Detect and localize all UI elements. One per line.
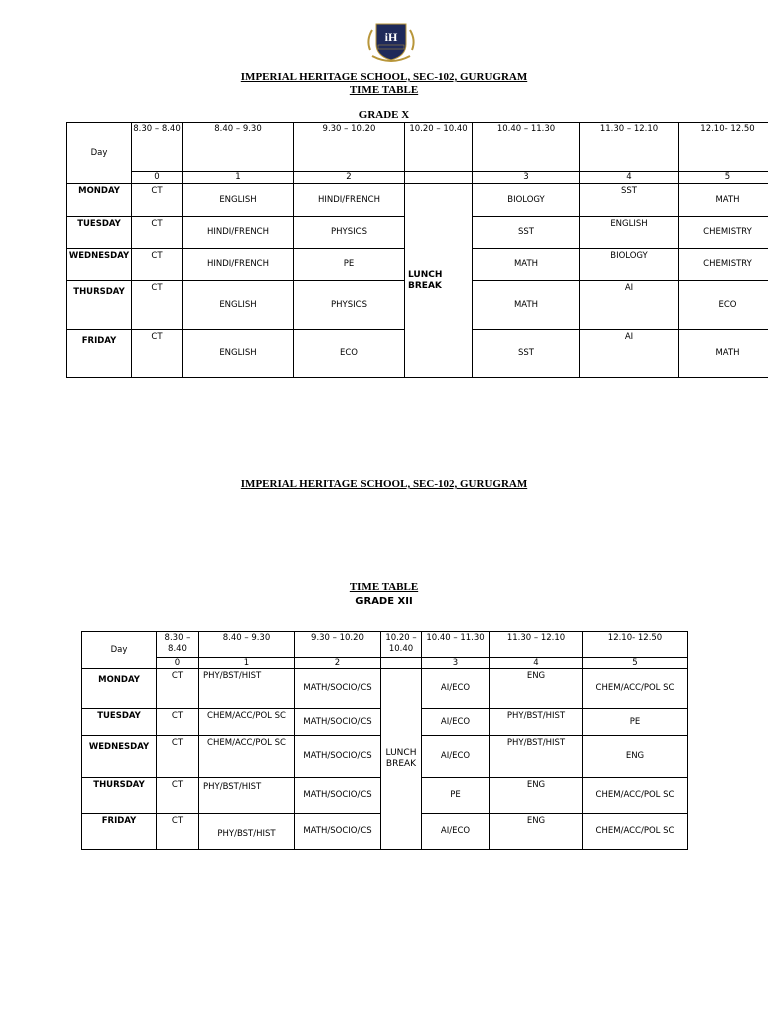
period-number [405,172,473,184]
period-number: 1 [183,172,294,184]
schedule-cell: MATH/SOCIO/CS [295,669,381,709]
schedule-cell: ENG [583,736,688,778]
schedule-cell: ENG [490,778,583,814]
schedule-cell: MATH/SOCIO/CS [295,778,381,814]
schedule-cell: CT [132,184,183,217]
time-header: 10.40 – 11.30 [422,632,490,658]
schedule-cell: ENGLISH [183,281,294,330]
table-row [82,669,688,709]
day-label: THURSDAY [67,281,132,330]
schedule-cell: ECO [679,281,768,330]
schedule-cell: MATH/SOCIO/CS [295,736,381,778]
day-label: WEDNESDAY [82,736,157,778]
schedule-cell: CHEMISTRY [679,249,768,281]
schedule-cell: CHEM/ACC/POL SC [583,778,688,814]
schedule-cell: BIOLOGY [580,249,679,281]
school-crest-icon [364,20,418,66]
schedule-cell: ECO [294,330,405,378]
schedule-cell: MATH [679,184,768,217]
schedule-cell: SST [473,330,580,378]
schedule-cell: AI/ECO [422,736,490,778]
period-number: 3 [422,658,490,669]
schedule-cell: ENGLISH [183,330,294,378]
school-name-2: IMPERIAL HERITAGE SCHOOL, SEC-102, GURUGRAM [240,478,528,490]
schedule-cell: CT [157,709,199,736]
schedule-cell: SST [580,184,679,217]
time-header: 11.30 – 12.10 [490,632,583,658]
schedule-cell: CT [157,778,199,814]
time-header: 8.40 – 9.30 [199,632,295,658]
schedule-cell: CT [132,217,183,249]
time-header: 8.30 – 8.40 [132,123,183,172]
schedule-cell: CT [157,814,199,850]
time-header: 9.30 – 10.20 [295,632,381,658]
period-number: 3 [473,172,580,184]
period-number: 5 [679,172,768,184]
schedule-cell: PHY/BST/HIST [199,669,295,709]
time-header: 10.40 – 11.30 [473,123,580,172]
schedule-cell: CHEMISTRY [679,217,768,249]
schedule-cell: PE [422,778,490,814]
table-row [67,184,768,217]
lunch-break: LUNCH BREAK [405,184,473,378]
schedule-cell: PE [583,709,688,736]
day-header: Day [67,123,132,184]
day-label: WEDNESDAY [67,249,132,281]
schedule-cell: HINDI/FRENCH [183,249,294,281]
day-label: FRIDAY [67,330,132,378]
period-number: 0 [132,172,183,184]
schedule-cell: CT [157,669,199,709]
time-header: 8.30 – 8.40 [157,632,199,658]
grade-x-timetable [66,122,768,378]
schedule-cell: ENGLISH [580,217,679,249]
schedule-cell: AI [580,330,679,378]
schedule-cell: PHYSICS [294,281,405,330]
schedule-cell: PHY/BST/HIST [199,778,295,814]
period-number: 0 [157,658,199,669]
time-header: 9.30 – 10.20 [294,123,405,172]
time-header: 12.10- 12.50 [679,123,768,172]
schedule-cell: SST [473,217,580,249]
period-number: 4 [490,658,583,669]
day-label: TUESDAY [82,709,157,736]
schedule-cell: CHEM/ACC/POL SC [199,709,295,736]
schedule-cell: CT [157,736,199,778]
day-label: MONDAY [82,669,157,709]
day-label: THURSDAY [82,778,157,814]
schedule-cell: CT [132,249,183,281]
schedule-cell: PHY/BST/HIST [490,736,583,778]
day-label: MONDAY [67,184,132,217]
schedule-cell: HINDI/FRENCH [183,217,294,249]
time-header: 8.40 – 9.30 [183,123,294,172]
grade-title: GRADE X [358,109,410,121]
svg-text:iH: iH [384,30,398,44]
schedule-cell: CHEM/ACC/POL SC [583,814,688,850]
lunch-break: LUNCH BREAK [381,669,422,850]
day-label: TUESDAY [67,217,132,249]
schedule-cell: HINDI/FRENCH [294,184,405,217]
time-header: 11.30 – 12.10 [580,123,679,172]
schedule-cell: AI/ECO [422,814,490,850]
schedule-cell: MATH [473,249,580,281]
time-header: 10.20 – 10.40 [381,632,422,658]
schedule-cell: MATH/SOCIO/CS [295,814,381,850]
schedule-cell: MATH/SOCIO/CS [295,709,381,736]
schedule-cell: ENG [490,669,583,709]
period-number: 2 [295,658,381,669]
schedule-cell: PHYSICS [294,217,405,249]
time-header: 12.10- 12.50 [583,632,688,658]
grade-title-2: GRADE XII [355,596,413,607]
schedule-cell: PE [294,249,405,281]
schedule-cell: ENGLISH [183,184,294,217]
schedule-cell: CT [132,330,183,378]
period-number: 1 [199,658,295,669]
school-name: IMPERIAL HERITAGE SCHOOL, SEC-102, GURUGRAM [240,71,528,83]
schedule-cell: PHY/BST/HIST [199,814,295,850]
grade-xii-timetable [81,631,688,850]
schedule-cell: AI/ECO [422,669,490,709]
schedule-cell: CHEM/ACC/POL SC [583,669,688,709]
schedule-cell: MATH [679,330,768,378]
timetable-title: TIME TABLE [349,84,419,96]
schedule-cell: MATH [473,281,580,330]
schedule-cell: AI [580,281,679,330]
schedule-cell: CHEM/ACC/POL SC [199,736,295,778]
day-label: FRIDAY [82,814,157,850]
timetable-title-2: TIME TABLE [349,581,419,593]
time-header: 10.20 – 10.40 [405,123,473,172]
period-number [381,658,422,669]
period-number: 5 [583,658,688,669]
day-header: Day [82,632,157,669]
schedule-cell: BIOLOGY [473,184,580,217]
period-number: 2 [294,172,405,184]
period-number: 4 [580,172,679,184]
schedule-cell: PHY/BST/HIST [490,709,583,736]
schedule-cell: ENG [490,814,583,850]
schedule-cell: CT [132,281,183,330]
schedule-cell: AI/ECO [422,709,490,736]
